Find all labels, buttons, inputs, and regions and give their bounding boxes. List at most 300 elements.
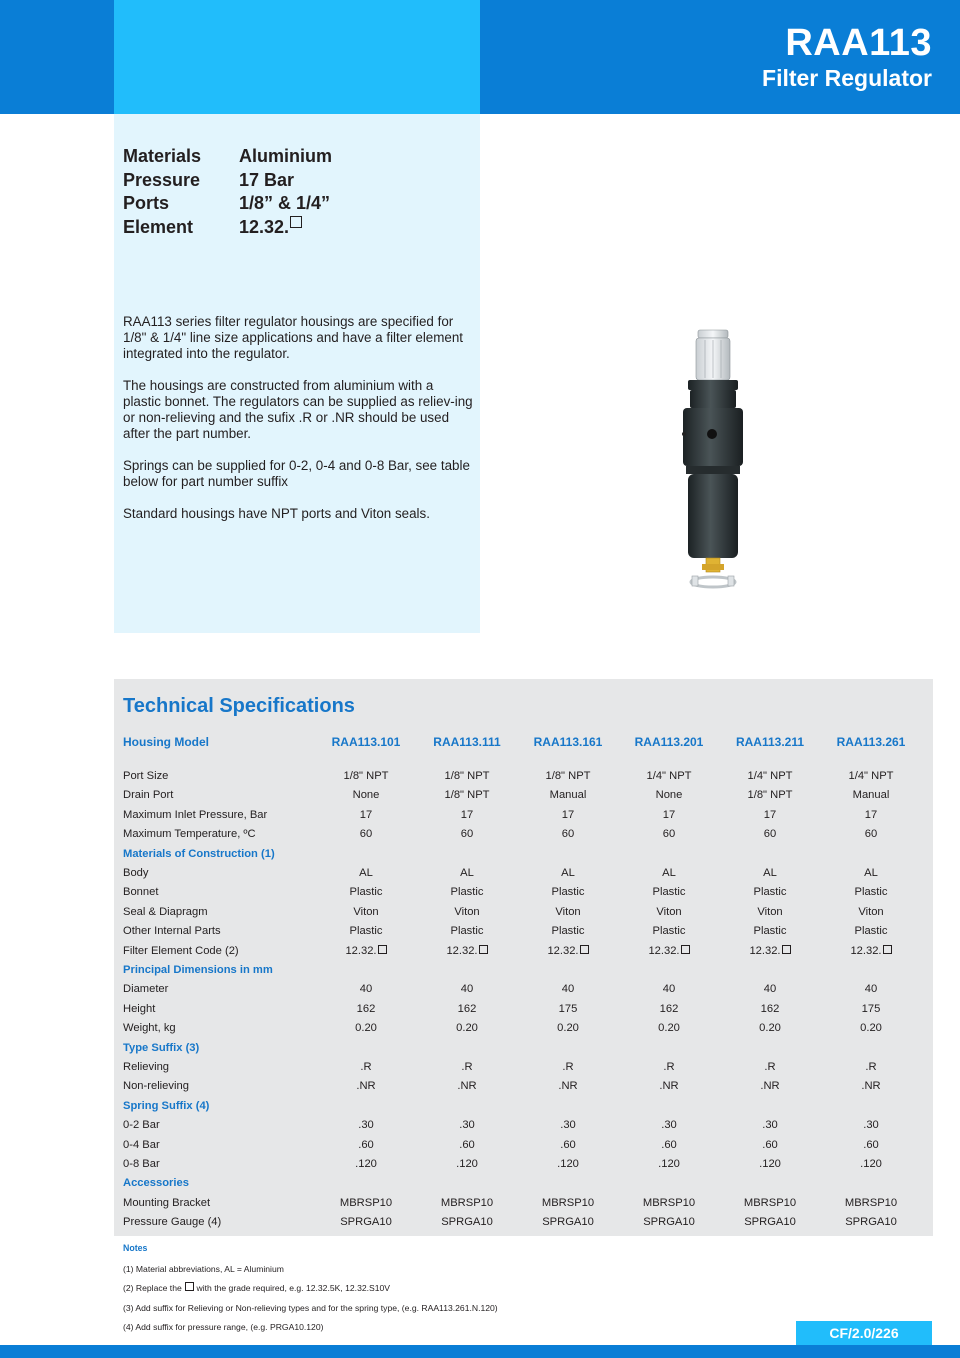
table-row [123, 1213, 933, 1232]
spec-key: Pressure [123, 169, 201, 190]
cell-text: 1/8" NPT [545, 770, 591, 782]
table-cell [518, 903, 618, 922]
note-item [123, 1302, 498, 1314]
cell-text: .60 [560, 1138, 576, 1151]
table-row [123, 922, 933, 941]
cell-text: .NR [457, 1080, 477, 1093]
cell-text: .R [461, 1061, 473, 1073]
table-cell [518, 883, 618, 902]
table-cell [518, 1058, 618, 1077]
table-cell [821, 1000, 921, 1019]
table-row [123, 806, 933, 825]
cell-text: Viton [454, 905, 480, 918]
table-cell [316, 922, 416, 941]
cell-text: 12.32. [850, 944, 882, 957]
cell-text: .60 [358, 1138, 374, 1151]
cell-text: 17 [359, 808, 373, 821]
table-cell [417, 883, 517, 902]
row-label: Relieving [123, 1061, 170, 1073]
table-cell [720, 1116, 820, 1135]
section-heading: Type Suffix (3) [123, 1041, 200, 1054]
cell-text: .60 [661, 1138, 677, 1151]
row-label: Filter Element Code (2) [123, 944, 239, 957]
cell-text: 60 [460, 828, 474, 841]
table-row [123, 1058, 933, 1077]
table-section-row [123, 1097, 933, 1116]
table-row [123, 1155, 933, 1174]
table-cell [720, 1194, 820, 1213]
row-label: Diameter [123, 983, 169, 996]
cell-text: .120 [456, 1158, 478, 1170]
table-cell [720, 806, 820, 825]
row-label: Non-relieving [123, 1080, 189, 1093]
cell-text: 60 [359, 828, 373, 841]
cell-text: Plastic [652, 886, 686, 899]
table-cell [619, 1194, 719, 1213]
cell-text: .60 [459, 1138, 475, 1151]
section-heading: Principal Dimensions in mm [123, 964, 273, 976]
table-cell [720, 883, 820, 902]
table-cell [821, 1058, 921, 1077]
note-text: (3) Add suffix for Relieving or Non-relieving types and for the spring type, (e.g. RAA113.261.N.120) [123, 1302, 498, 1313]
page-title: RAA113 [785, 22, 932, 64]
cell-text: Plastic [753, 925, 787, 938]
table-cell [821, 786, 921, 805]
table-cell [619, 1155, 719, 1174]
table-cell [518, 1019, 618, 1038]
row-label: Seal & Diapragm [123, 905, 208, 918]
table-section-row [123, 961, 933, 980]
table-cell [720, 980, 820, 999]
cell-text: .30 [358, 1119, 374, 1132]
cell-text: .120 [759, 1158, 781, 1170]
cell-text: 12.32. [446, 944, 478, 957]
cell-text: 175 [861, 1002, 881, 1015]
table-cell [720, 1136, 820, 1155]
row-label: Maximum Inlet Pressure, Bar [123, 808, 268, 821]
cell-text: Plastic [854, 925, 888, 938]
table-cell [821, 806, 921, 825]
table-cell [518, 1213, 618, 1232]
table-cell [619, 1077, 719, 1096]
table-row [123, 1077, 933, 1096]
row-label: Drain Port [123, 789, 174, 802]
table-cell [619, 980, 719, 999]
cell-text: .30 [459, 1119, 475, 1132]
model-column-header: RAA113.211 [735, 735, 805, 749]
row-label: Other Internal Parts [123, 925, 221, 938]
cell-text: 1/8" NPT [343, 770, 389, 782]
section-heading: Accessories [123, 1177, 189, 1190]
table-section-row [123, 1174, 933, 1193]
cell-text: 0.20 [355, 1022, 377, 1035]
table-cell [417, 806, 517, 825]
table-cell [619, 806, 719, 825]
cell-text: Plastic [450, 886, 484, 899]
cell-text: 12.32. [749, 944, 781, 957]
table-cell [518, 1077, 618, 1096]
cell-text: 17 [460, 808, 474, 821]
cell-text: 12.32. [345, 944, 377, 957]
cell-text: 175 [558, 1002, 578, 1015]
page-subtitle: Filter Regulator [762, 65, 932, 91]
spec-key: Materials [123, 146, 202, 166]
row-label: Pressure Gauge (4) [123, 1216, 222, 1229]
cell-text: Viton [555, 905, 581, 918]
table-cell [821, 922, 921, 941]
table-cell [619, 1019, 719, 1038]
cell-text: 40 [864, 983, 878, 996]
table-cell [821, 1213, 921, 1232]
table-cell [518, 786, 618, 805]
table-cell [821, 767, 921, 786]
cell-text: 17 [763, 808, 777, 821]
cell-text: 17 [864, 808, 878, 821]
table-cell [518, 767, 618, 786]
cell-text: .30 [863, 1119, 879, 1132]
cell-text: 40 [359, 983, 373, 996]
row-label: 0-4 Bar [123, 1138, 160, 1151]
table-cell [518, 1116, 618, 1135]
table-cell [821, 903, 921, 922]
note-item [123, 1263, 284, 1275]
cell-text: Manual [549, 789, 587, 802]
table-row [123, 786, 933, 805]
cell-text: 1/4" NPT [646, 770, 692, 782]
table-cell [417, 864, 517, 883]
cell-text: 1/8" NPT [444, 789, 490, 802]
note-text: (1) Material abbreviations, AL = Aluminium [123, 1264, 284, 1274]
table-row [123, 883, 933, 902]
spec-value: 17 Bar [239, 169, 295, 190]
footer-bar [0, 1345, 960, 1358]
model-column-header: RAA113.111 [433, 735, 501, 749]
table-cell [518, 980, 618, 999]
table-cell [720, 1213, 820, 1232]
table-row [123, 903, 933, 922]
table-cell [720, 786, 820, 805]
table-cell [518, 825, 618, 844]
table-cell [720, 1000, 820, 1019]
table-cell [518, 922, 618, 941]
table-cell [720, 922, 820, 941]
table-row [123, 1000, 933, 1019]
notes-title: Notes [123, 1243, 148, 1253]
cell-text: .30 [560, 1119, 576, 1132]
table-cell [417, 903, 517, 922]
cell-text: Plastic [854, 886, 888, 899]
cell-text: 1/4" NPT [747, 770, 793, 782]
cell-text: Viton [858, 905, 884, 918]
cell-text: .R [663, 1061, 675, 1073]
cell-text: 0.20 [860, 1022, 882, 1035]
cell-text: 1/8" NPT [747, 789, 793, 802]
cell-text: Viton [757, 905, 783, 918]
cell-text: SPRGA10 [643, 1216, 695, 1229]
table-cell [821, 1116, 921, 1135]
cell-text: 40 [561, 983, 575, 996]
table-cell [417, 825, 517, 844]
table-cell [518, 806, 618, 825]
table-cell [720, 1058, 820, 1077]
cell-text: .30 [661, 1119, 677, 1132]
cell-text: 162 [760, 1002, 780, 1015]
table-row [123, 1194, 933, 1213]
table-cell [720, 1155, 820, 1174]
table-cell [619, 903, 719, 922]
table-cell [417, 1213, 517, 1232]
placeholder-box-icon [782, 945, 791, 954]
model-column-header: RAA113.161 [533, 735, 603, 749]
cell-text: .120 [658, 1158, 680, 1170]
table-section-row [123, 845, 933, 864]
table-header-label: Housing Model [123, 735, 209, 749]
row-label: Port Size [123, 770, 169, 782]
table-cell [417, 1077, 517, 1096]
table-cell [619, 1000, 719, 1019]
cell-text: 40 [460, 983, 474, 996]
table-cell [821, 980, 921, 999]
table-cell [720, 942, 820, 961]
row-label: Maximum Temperature, ºC [123, 828, 256, 841]
cell-text: MBRSP10 [541, 1196, 595, 1209]
spec-row [123, 216, 332, 240]
table-cell [417, 1000, 517, 1019]
table-cell [720, 825, 820, 844]
cell-text: .R [562, 1061, 574, 1073]
cell-text: SPRGA10 [441, 1216, 493, 1229]
placeholder-box-icon [580, 945, 589, 954]
table-cell [518, 942, 618, 961]
table-cell [821, 942, 921, 961]
cell-text: MBRSP10 [642, 1196, 696, 1209]
summary-spec-list [123, 145, 332, 239]
table-cell [316, 1077, 416, 1096]
spec-key: Ports [123, 193, 170, 213]
table-cell [316, 786, 416, 805]
table-cell [316, 1136, 416, 1155]
placeholder-box-icon [681, 945, 690, 954]
cell-text: .120 [557, 1158, 579, 1170]
table-cell [619, 883, 719, 902]
cell-text: .R [360, 1061, 372, 1073]
table-cell [417, 767, 517, 786]
cell-text: None [352, 789, 380, 802]
section-heading: Materials of Construction (1) [123, 847, 275, 860]
cell-text: AL [561, 867, 575, 879]
cell-text: SPRGA10 [340, 1216, 392, 1229]
cell-text: AL [864, 867, 878, 879]
table-header-row [123, 733, 933, 752]
cell-text: AL [662, 867, 676, 879]
cell-text: Plastic [450, 925, 484, 938]
table-cell [417, 786, 517, 805]
note-item [123, 1282, 390, 1294]
cell-text: MBRSP10 [844, 1196, 898, 1209]
table-cell [619, 1136, 719, 1155]
table-cell [821, 883, 921, 902]
spec-value: 12.32. [239, 216, 290, 237]
technical-specifications-title: Technical Specifications [123, 695, 355, 717]
cell-text: 0.20 [456, 1022, 478, 1035]
cell-text: .NR [861, 1080, 881, 1093]
placeholder-box-icon [378, 945, 387, 954]
table-cell [619, 786, 719, 805]
cell-text: Viton [353, 905, 379, 918]
cell-text: .NR [558, 1080, 578, 1093]
cell-text: Plastic [349, 886, 383, 899]
cell-text: 162 [356, 1002, 376, 1015]
table-cell [417, 1116, 517, 1135]
table-cell [316, 864, 416, 883]
cell-text: Plastic [551, 886, 585, 899]
cell-text: 12.32. [547, 944, 579, 957]
row-label: Height [123, 1002, 156, 1015]
table-row [123, 767, 933, 786]
table-cell [316, 1058, 416, 1077]
table-cell [619, 1116, 719, 1135]
row-label: 0-8 Bar [123, 1158, 160, 1170]
table-cell [518, 1000, 618, 1019]
table-cell [417, 1194, 517, 1213]
table-cell [417, 980, 517, 999]
cell-text: Plastic [349, 925, 383, 938]
cell-text: SPRGA10 [845, 1216, 897, 1229]
description-paragraph: RAA113 series filter regulator housings are specified for 1/8" & 1/4" line size applications and have a filter element integrated into the regulator. [123, 314, 464, 361]
description-paragraph: Springs can be supplied for 0-2, 0-4 and 0-8 Bar, see table below for part number suffix [123, 458, 470, 489]
table-cell [316, 980, 416, 999]
table-cell [619, 767, 719, 786]
description-paragraph: The housings are constructed from aluminium with a plastic bonnet. The regulators can be supplied as reliev-ing or non-relieving and the sufix .R or .NR should be used after the part number. [123, 378, 473, 441]
cell-text: 60 [662, 828, 676, 841]
cell-text: 0.20 [658, 1022, 680, 1035]
cell-text: 12.32. [648, 944, 680, 957]
cell-text: Plastic [753, 886, 787, 899]
table-row [123, 864, 933, 883]
note-item [123, 1321, 323, 1333]
spec-key: Element [123, 216, 194, 237]
table-cell [316, 1000, 416, 1019]
cell-text: Plastic [551, 925, 585, 938]
cell-text: AL [359, 867, 373, 879]
header-accent-block [114, 0, 480, 114]
table-cell [316, 903, 416, 922]
cell-text: AL [460, 867, 474, 879]
table-cell [720, 864, 820, 883]
section-heading: Spring Suffix (4) [123, 1099, 210, 1112]
cell-text: 40 [763, 983, 777, 996]
table-cell [720, 1019, 820, 1038]
cell-text: MBRSP10 [339, 1196, 393, 1209]
cell-text: None [655, 789, 683, 802]
cell-text: Viton [656, 905, 682, 918]
cell-text: 40 [662, 983, 676, 996]
cell-text: .30 [762, 1119, 778, 1132]
cell-text: MBRSP10 [440, 1196, 494, 1209]
row-label: Bonnet [123, 886, 159, 899]
cell-text: .120 [860, 1158, 882, 1170]
table-cell [619, 864, 719, 883]
cell-text: AL [763, 867, 777, 879]
cell-text: 162 [659, 1002, 679, 1015]
cell-text: .120 [355, 1158, 377, 1170]
table-cell [316, 767, 416, 786]
cell-text: 60 [864, 828, 878, 841]
table-cell [619, 1213, 719, 1232]
table-cell [720, 767, 820, 786]
table-cell [417, 1019, 517, 1038]
cell-text: 60 [561, 828, 575, 841]
row-label: Body [123, 867, 149, 879]
table-cell [316, 825, 416, 844]
table-cell [417, 942, 517, 961]
table-cell [518, 1194, 618, 1213]
table-cell [821, 1019, 921, 1038]
table-cell [619, 942, 719, 961]
cell-text: 0.20 [759, 1022, 781, 1035]
description [123, 314, 473, 538]
table-row [123, 942, 933, 961]
cell-text: 17 [561, 808, 575, 821]
table-cell [316, 942, 416, 961]
spec-row [123, 145, 332, 169]
row-label: Mounting Bracket [123, 1196, 211, 1209]
product-image [672, 326, 762, 594]
model-column-header: RAA113.261 [836, 735, 906, 749]
table-cell [316, 1155, 416, 1174]
cell-text: Manual [852, 789, 890, 802]
table-cell [518, 1155, 618, 1174]
table-cell [316, 1213, 416, 1232]
spec-row [123, 169, 332, 193]
cell-text: MBRSP10 [743, 1196, 797, 1209]
spec-row [123, 192, 332, 216]
table-row [123, 1136, 933, 1155]
table-cell [316, 1019, 416, 1038]
cell-text: .NR [659, 1080, 679, 1093]
table-cell [821, 1155, 921, 1174]
cell-text: .R [865, 1061, 877, 1073]
table-cell [720, 903, 820, 922]
table-cell [316, 1116, 416, 1135]
table-cell [821, 864, 921, 883]
table-cell [821, 1077, 921, 1096]
table-row [123, 980, 933, 999]
table-cell [720, 1077, 820, 1096]
table-row [123, 825, 933, 844]
cell-text: Plastic [652, 925, 686, 938]
cell-text: SPRGA10 [542, 1216, 594, 1229]
table-row [123, 1019, 933, 1038]
cell-text: .R [764, 1061, 776, 1073]
placeholder-box-icon [185, 1282, 194, 1291]
cell-text: 60 [763, 828, 777, 841]
table-cell [821, 1136, 921, 1155]
placeholder-box-icon [883, 945, 892, 954]
spec-value: Aluminium [239, 146, 332, 166]
cell-text: .NR [760, 1080, 780, 1093]
cell-text: 1/8" NPT [444, 770, 490, 782]
row-label: 0-2 Bar [123, 1119, 160, 1132]
table-cell [417, 922, 517, 941]
table-cell [417, 1155, 517, 1174]
note-text-after: with the grade required, e.g. 12.32.5K, 12.32.S10V [194, 1283, 391, 1294]
cell-text: 1/4" NPT [848, 770, 894, 782]
table-cell [417, 1136, 517, 1155]
table-cell [821, 1194, 921, 1213]
placeholder-box-icon [479, 945, 488, 954]
cell-text: 0.20 [557, 1022, 579, 1035]
